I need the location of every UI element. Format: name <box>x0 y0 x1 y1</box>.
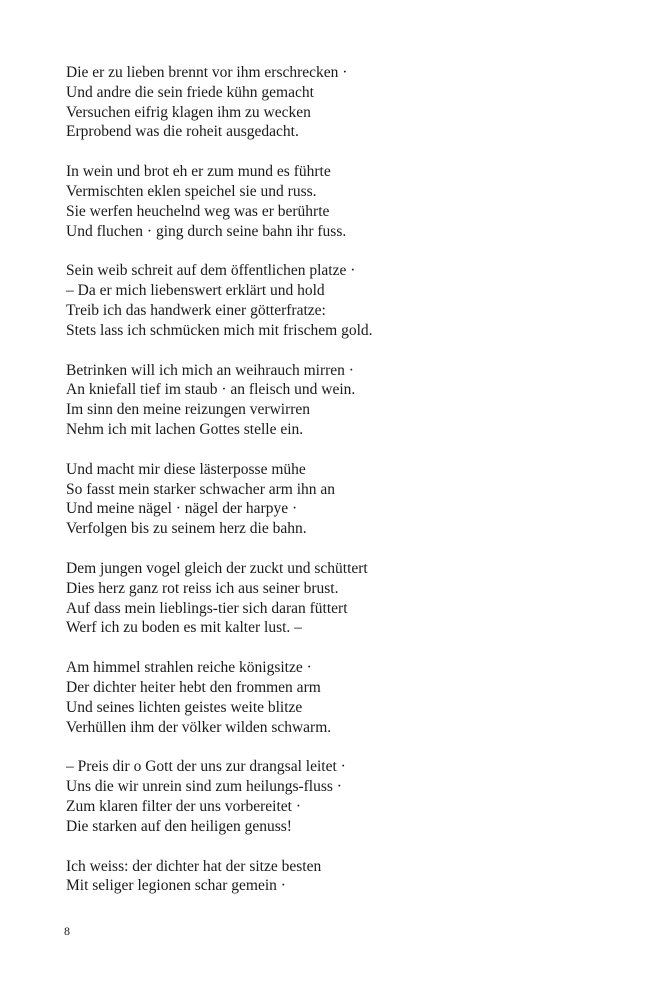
verse-line: Die starken auf den heiligen genuss! <box>66 817 292 835</box>
stanza <box>66 757 626 836</box>
verse-line: Vermischten eklen speichel sie und russ. <box>66 182 317 200</box>
verse-line: Stets lass ich schmücken mich mit frischem gold. <box>66 321 373 339</box>
verse-line: Und andre die sein friede kühn gemacht <box>66 83 314 101</box>
verse-line: In wein und brot eh er zum mund es führte <box>66 163 331 181</box>
verse-line: Mit seliger legionen schar gemein · <box>66 877 286 895</box>
verse-line: Nehm ich mit lachen Gottes stelle ein. <box>66 420 304 438</box>
verse-line: Dies herz ganz rot reiss ich aus seiner brust. <box>66 579 339 597</box>
verse-line: Treib ich das handwerk einer götterfratze: <box>66 301 326 319</box>
stanza <box>66 460 626 539</box>
verse-line: Sein weib schreit auf dem öffentlichen platze · <box>66 262 356 280</box>
verse-line: Ich weiss: der dichter hat der sitze besten <box>66 857 322 875</box>
verse-line: Der dichter heiter hebt den frommen arm <box>66 678 321 696</box>
poem-text <box>66 63 626 916</box>
stanza <box>66 857 626 897</box>
verse-line: An kniefall tief im staub · an fleisch und wein. <box>66 381 356 399</box>
stanza <box>66 658 626 737</box>
verse-line: Sie werfen heuchelnd weg was er berührte <box>66 202 330 220</box>
verse-line: – Preis dir o Gott der uns zur drangsal leitet · <box>66 758 346 776</box>
verse-line: Betrinken will ich mich an weihrauch mirren · <box>66 361 354 379</box>
verse-line: – Da er mich liebenswert erklärt und hold <box>66 282 325 300</box>
verse-line: Auf dass mein lieblings-tier sich daran füttert <box>66 599 348 617</box>
stanza <box>66 162 626 241</box>
verse-line: Im sinn den meine reizungen verwirren <box>66 401 311 419</box>
verse-line: Und seines lichten geistes weite blitze <box>66 698 303 716</box>
verse-line: Werf ich zu boden es mit kalter lust. – <box>66 619 302 637</box>
stanza <box>66 559 626 638</box>
stanza <box>66 361 626 440</box>
verse-line: Dem jungen vogel gleich der zuckt und schüttert <box>66 559 368 577</box>
verse-line: So fasst mein starker schwacher arm ihn an <box>66 480 336 498</box>
page-number: 8 <box>64 924 70 938</box>
verse-line: Die er zu lieben brennt vor ihm erschrecken · <box>66 64 348 81</box>
verse-line: Verfolgen bis zu seinem herz die bahn. <box>66 520 307 538</box>
verse-line: Zum klaren filter der uns vorbereitet · <box>66 797 301 815</box>
verse-line: Versuchen eifrig klagen ihm zu wecken <box>66 103 311 121</box>
verse-line: Und fluchen · ging durch seine bahn ihr fuss. <box>66 222 347 240</box>
stanza <box>66 63 626 142</box>
stanza <box>66 261 626 340</box>
verse-line: Verhüllen ihm der völker wilden schwarm. <box>66 718 332 736</box>
verse-line: Uns die wir unrein sind zum heilungs-fluss · <box>66 778 342 796</box>
verse-line: Am himmel strahlen reiche königsitze · <box>66 659 312 677</box>
verse-line: Und meine nägel · nägel der harpye · <box>66 500 298 518</box>
verse-line: Und macht mir diese lästerposse mühe <box>66 460 306 478</box>
verse-line: Erprobend was die roheit ausgedacht. <box>66 123 299 141</box>
